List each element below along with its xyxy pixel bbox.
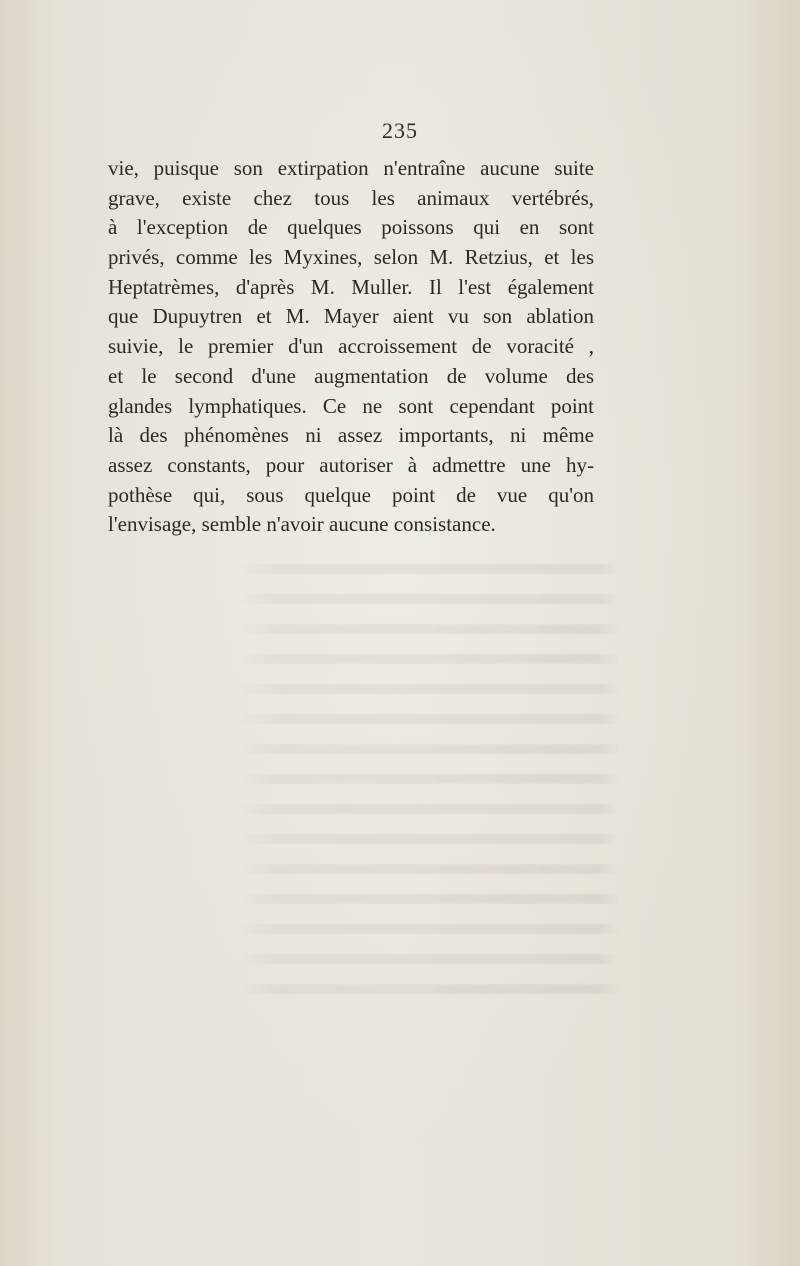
text-line: Heptatrèmes, d'après M. Muller. Il l'est également	[108, 274, 594, 299]
text-line: assez constants, pour autoriser à admettre une hy-	[108, 452, 594, 477]
page-number: 235	[382, 118, 418, 143]
text-line: l'envisage, semble n'avoir aucune consistance.	[108, 512, 496, 537]
text-line: pothèse qui, sous quelque point de vue qu'on	[108, 482, 594, 507]
text-line: grave, existe chez tous les animaux vertébrés,	[108, 185, 594, 210]
text-line: glandes lymphatiques. Ce ne sont cependant point	[108, 393, 594, 418]
text-line: à l'exception de quelques poissons qui en sont	[108, 215, 594, 240]
body-text	[108, 154, 594, 540]
text-line: là des phénomènes ni assez importants, ni même	[108, 423, 594, 448]
text-line: suivie, le premier d'un accroissement de voracité ,	[108, 334, 594, 359]
text-line: privés, comme les Myxines, selon M. Retzius, et les	[108, 245, 594, 270]
text-line: vie, puisque son extirpation n'entraîne aucune suite	[108, 156, 594, 180]
text-line: et le second d'une augmentation de volume des	[108, 363, 594, 388]
reverse-side-show-through	[240, 555, 620, 1025]
text-line: que Dupuytren et M. Mayer aient vu son ablation	[108, 304, 594, 329]
